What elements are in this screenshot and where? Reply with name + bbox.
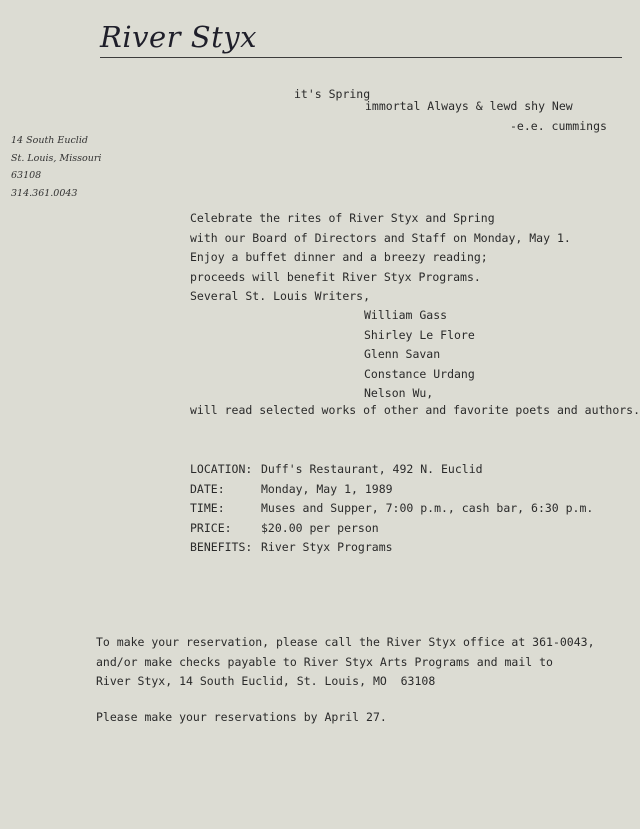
epigraph-line-1: it's Spring <box>294 87 371 101</box>
letterhead-logo: River Styx <box>100 20 257 54</box>
paragraph-line: Celebrate the rites of River Styx and Spring <box>190 211 495 225</box>
reservation-line: and/or make checks payable to River Styx Arts Programs and mail to <box>96 654 553 669</box>
reservation-line: To make your reservation, please call the River Styx office at 361-0043, <box>96 635 595 649</box>
writer-name: Nelson Wu, <box>364 386 434 400</box>
writer-name: Glenn Savan <box>364 347 441 361</box>
detail-row-benefits <box>190 538 593 558</box>
reservation-deadline: Please make your reservations by April 27. <box>96 710 387 724</box>
writer-name: Shirley Le Flore <box>364 327 475 342</box>
reservation-instructions <box>96 633 595 692</box>
closing-line: will read selected works of other and favorite poets and authors. <box>190 403 640 417</box>
detail-row-time <box>190 499 593 519</box>
paragraph-line: with our Board of Directors and Staff on Monday, May 1. <box>190 230 571 245</box>
detail-label: TIME: <box>190 501 225 515</box>
detail-value: Muses and Supper, 7:00 p.m., cash bar, 6:30 p.m. <box>261 501 594 515</box>
paragraph-line: Several St. Louis Writers, <box>190 289 371 303</box>
address-phone: 314.361.0043 <box>11 187 78 199</box>
detail-row-location <box>190 460 593 480</box>
writer-name: Constance Urdang <box>364 366 475 381</box>
writer-name: William Gass <box>364 308 448 322</box>
letterhead-rule <box>100 57 622 58</box>
address-zip: 63108 <box>11 170 42 181</box>
epigraph-attribution: -e.e. cummings <box>510 119 607 133</box>
address-street: 14 South Euclid <box>11 135 88 146</box>
detail-label: LOCATION: <box>190 462 253 476</box>
address-city: St. Louis, Missouri <box>11 152 102 164</box>
paragraph-line: Enjoy a buffet dinner and a breezy reading; <box>190 250 488 264</box>
writers-list <box>364 306 475 404</box>
sender-address <box>11 132 101 202</box>
invitation-paragraph <box>190 209 571 307</box>
detail-label: DATE: <box>190 481 225 496</box>
reservation-line: River Styx, 14 South Euclid, St. Louis, MO 63108 <box>96 674 436 688</box>
detail-row-price <box>190 519 593 539</box>
detail-value: Monday, May 1, 1989 <box>261 481 393 496</box>
detail-value: $20.00 per person <box>261 520 379 535</box>
detail-row-date <box>190 480 593 500</box>
paragraph-line: proceeds will benefit River Styx Programs. <box>190 269 481 284</box>
epigraph-line-2: immortal Always & lewd shy New <box>365 99 573 113</box>
detail-label: BENEFITS: <box>190 540 253 554</box>
event-details <box>190 460 593 558</box>
detail-value: Duff's Restaurant, 492 N. Euclid <box>261 462 483 476</box>
detail-label: PRICE: <box>190 520 232 535</box>
detail-value: River Styx Programs <box>261 540 393 554</box>
